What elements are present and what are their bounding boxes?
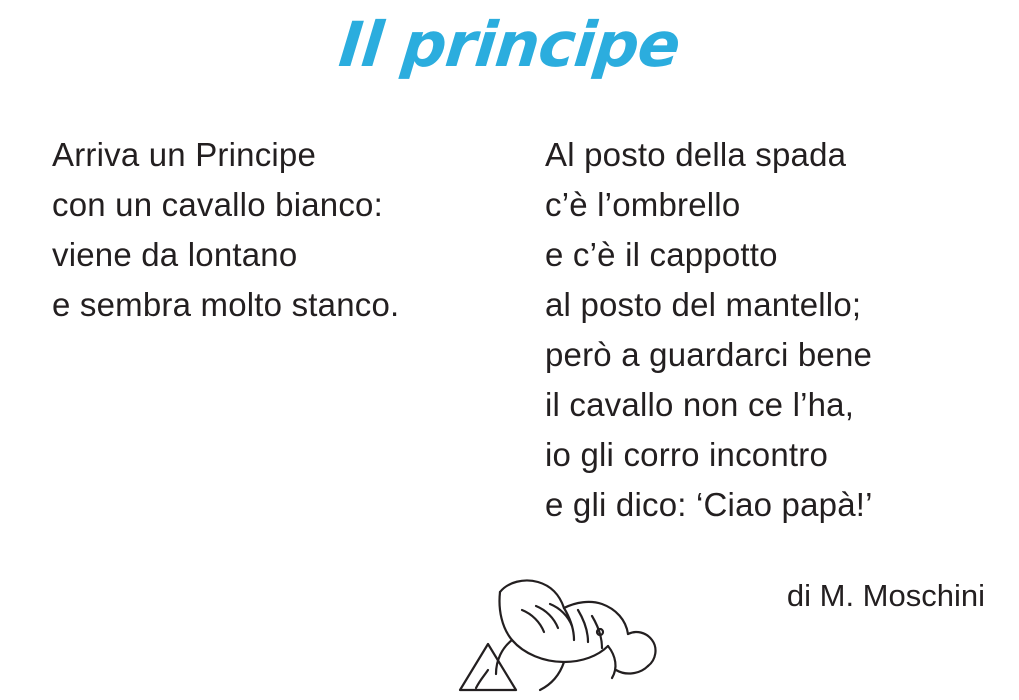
verse-line: il cavallo non ce l’ha, xyxy=(545,386,855,423)
verse-line: e c’è il cappotto xyxy=(545,236,778,273)
verse-line: al posto del mantello; xyxy=(545,286,862,323)
horse-head-icon xyxy=(440,570,700,700)
verse-line: viene da lontano xyxy=(52,236,298,273)
verse-line: io gli corro incontro xyxy=(545,436,828,473)
poem-column-right xyxy=(545,130,985,530)
verse-line: però a guardarci bene xyxy=(545,336,873,373)
author-attribution: di M. Moschini xyxy=(786,578,985,613)
verse-line: con un cavallo bianco: xyxy=(52,186,383,223)
poem-body xyxy=(0,130,1019,550)
verse-line: c’è l’ombrello xyxy=(545,186,741,223)
poem-column-left xyxy=(52,130,492,330)
verse-line: Arriva un Principe xyxy=(52,136,317,173)
verse-line: e gli dico: ‘Ciao papà!’ xyxy=(545,486,873,523)
page-title: Il principe xyxy=(335,8,684,81)
verse-line: Al posto della spada xyxy=(545,136,847,173)
verse-line: e sembra molto stanco. xyxy=(52,286,400,323)
